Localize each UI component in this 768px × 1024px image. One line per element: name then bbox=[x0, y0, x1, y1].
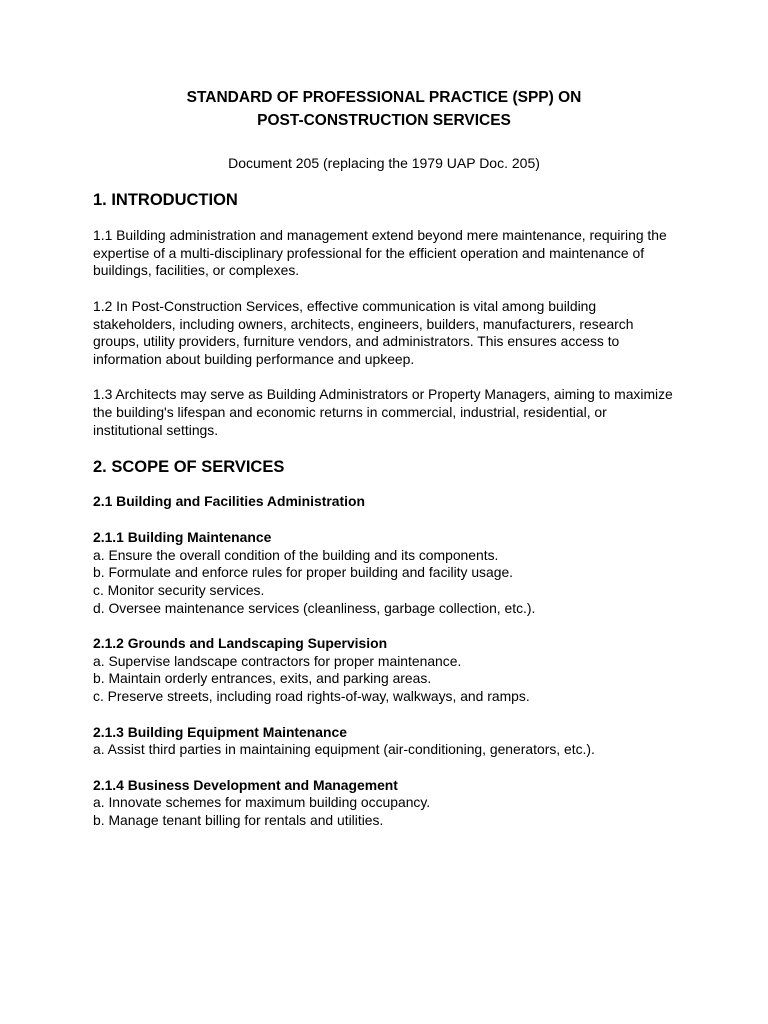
list-2-1-3 bbox=[93, 741, 768, 759]
paragraph-1-1: 1.1 Building administration and management extend beyond mere maintenance, requiring the expertise of a multi-disciplinary professional for the efficient operation and maintenance of buildings, facilities, or complexes. bbox=[93, 227, 667, 279]
subsection-heading-2-1-1: 2.1.1 Building Maintenance bbox=[93, 528, 272, 545]
list-item: b. Maintain orderly entrances, exits, and parking areas. bbox=[93, 670, 432, 687]
paragraph-1-3: 1.3 Architects may serve as Building Administrators or Property Managers, aiming to maximize the building's lifespan and economic returns in commercial, industrial, residential, or institutional settings. bbox=[93, 386, 673, 438]
subsection-heading-2-1: 2.1 Building and Facilities Administration bbox=[93, 493, 365, 510]
document-title-line-1: STANDARD OF PROFESSIONAL PRACTICE (SPP) ON bbox=[186, 89, 582, 106]
section-heading-scope-of-services: 2. SCOPE OF SERVICES bbox=[93, 458, 285, 477]
list-item: a. Ensure the overall condition of the building and its components. bbox=[93, 546, 499, 563]
list-item: c. Monitor security services. bbox=[93, 581, 265, 598]
list-2-1-1 bbox=[93, 547, 768, 618]
list-item: b. Manage tenant billing for rentals and utilities. bbox=[93, 812, 384, 828]
list-2-1-2 bbox=[93, 653, 768, 706]
document-title bbox=[93, 86, 675, 132]
paragraph-1-2: 1.2 In Post-Construction Services, effective communication is vital among building stakeholders, including owners, architects, engineers, builders, manufacturers, research groups, utility providers, furniture vendors, and administrators. This ensures access to information about building performance and upkeep. bbox=[93, 297, 634, 367]
document-reference: Document 205 (replacing the 1979 UAP Doc. 205) bbox=[228, 155, 540, 171]
list-2-1-4 bbox=[93, 794, 768, 829]
subsection-heading-2-1-3: 2.1.3 Building Equipment Maintenance bbox=[93, 723, 347, 740]
list-item: a. Supervise landscape contractors for proper maintenance. bbox=[93, 652, 462, 669]
list-item: a. Assist third parties in maintaining equipment (air-conditioning, generators, etc.). bbox=[93, 741, 595, 758]
list-item: b. Formulate and enforce rules for proper building and facility usage. bbox=[93, 564, 514, 581]
section-heading-introduction: 1. INTRODUCTION bbox=[93, 191, 238, 209]
list-item: c. Preserve streets, including road rights-of-way, walkways, and ramps. bbox=[93, 688, 530, 705]
subsection-heading-2-1-2: 2.1.2 Grounds and Landscaping Supervision bbox=[93, 635, 388, 651]
list-item: a. Innovate schemes for maximum building occupancy. bbox=[93, 794, 431, 811]
subsection-heading-2-1-4: 2.1.4 Business Development and Management bbox=[93, 776, 398, 793]
list-item: d. Oversee maintenance services (cleanliness, garbage collection, etc.). bbox=[93, 599, 536, 616]
document-title-line-2: POST-CONSTRUCTION SERVICES bbox=[257, 112, 511, 129]
